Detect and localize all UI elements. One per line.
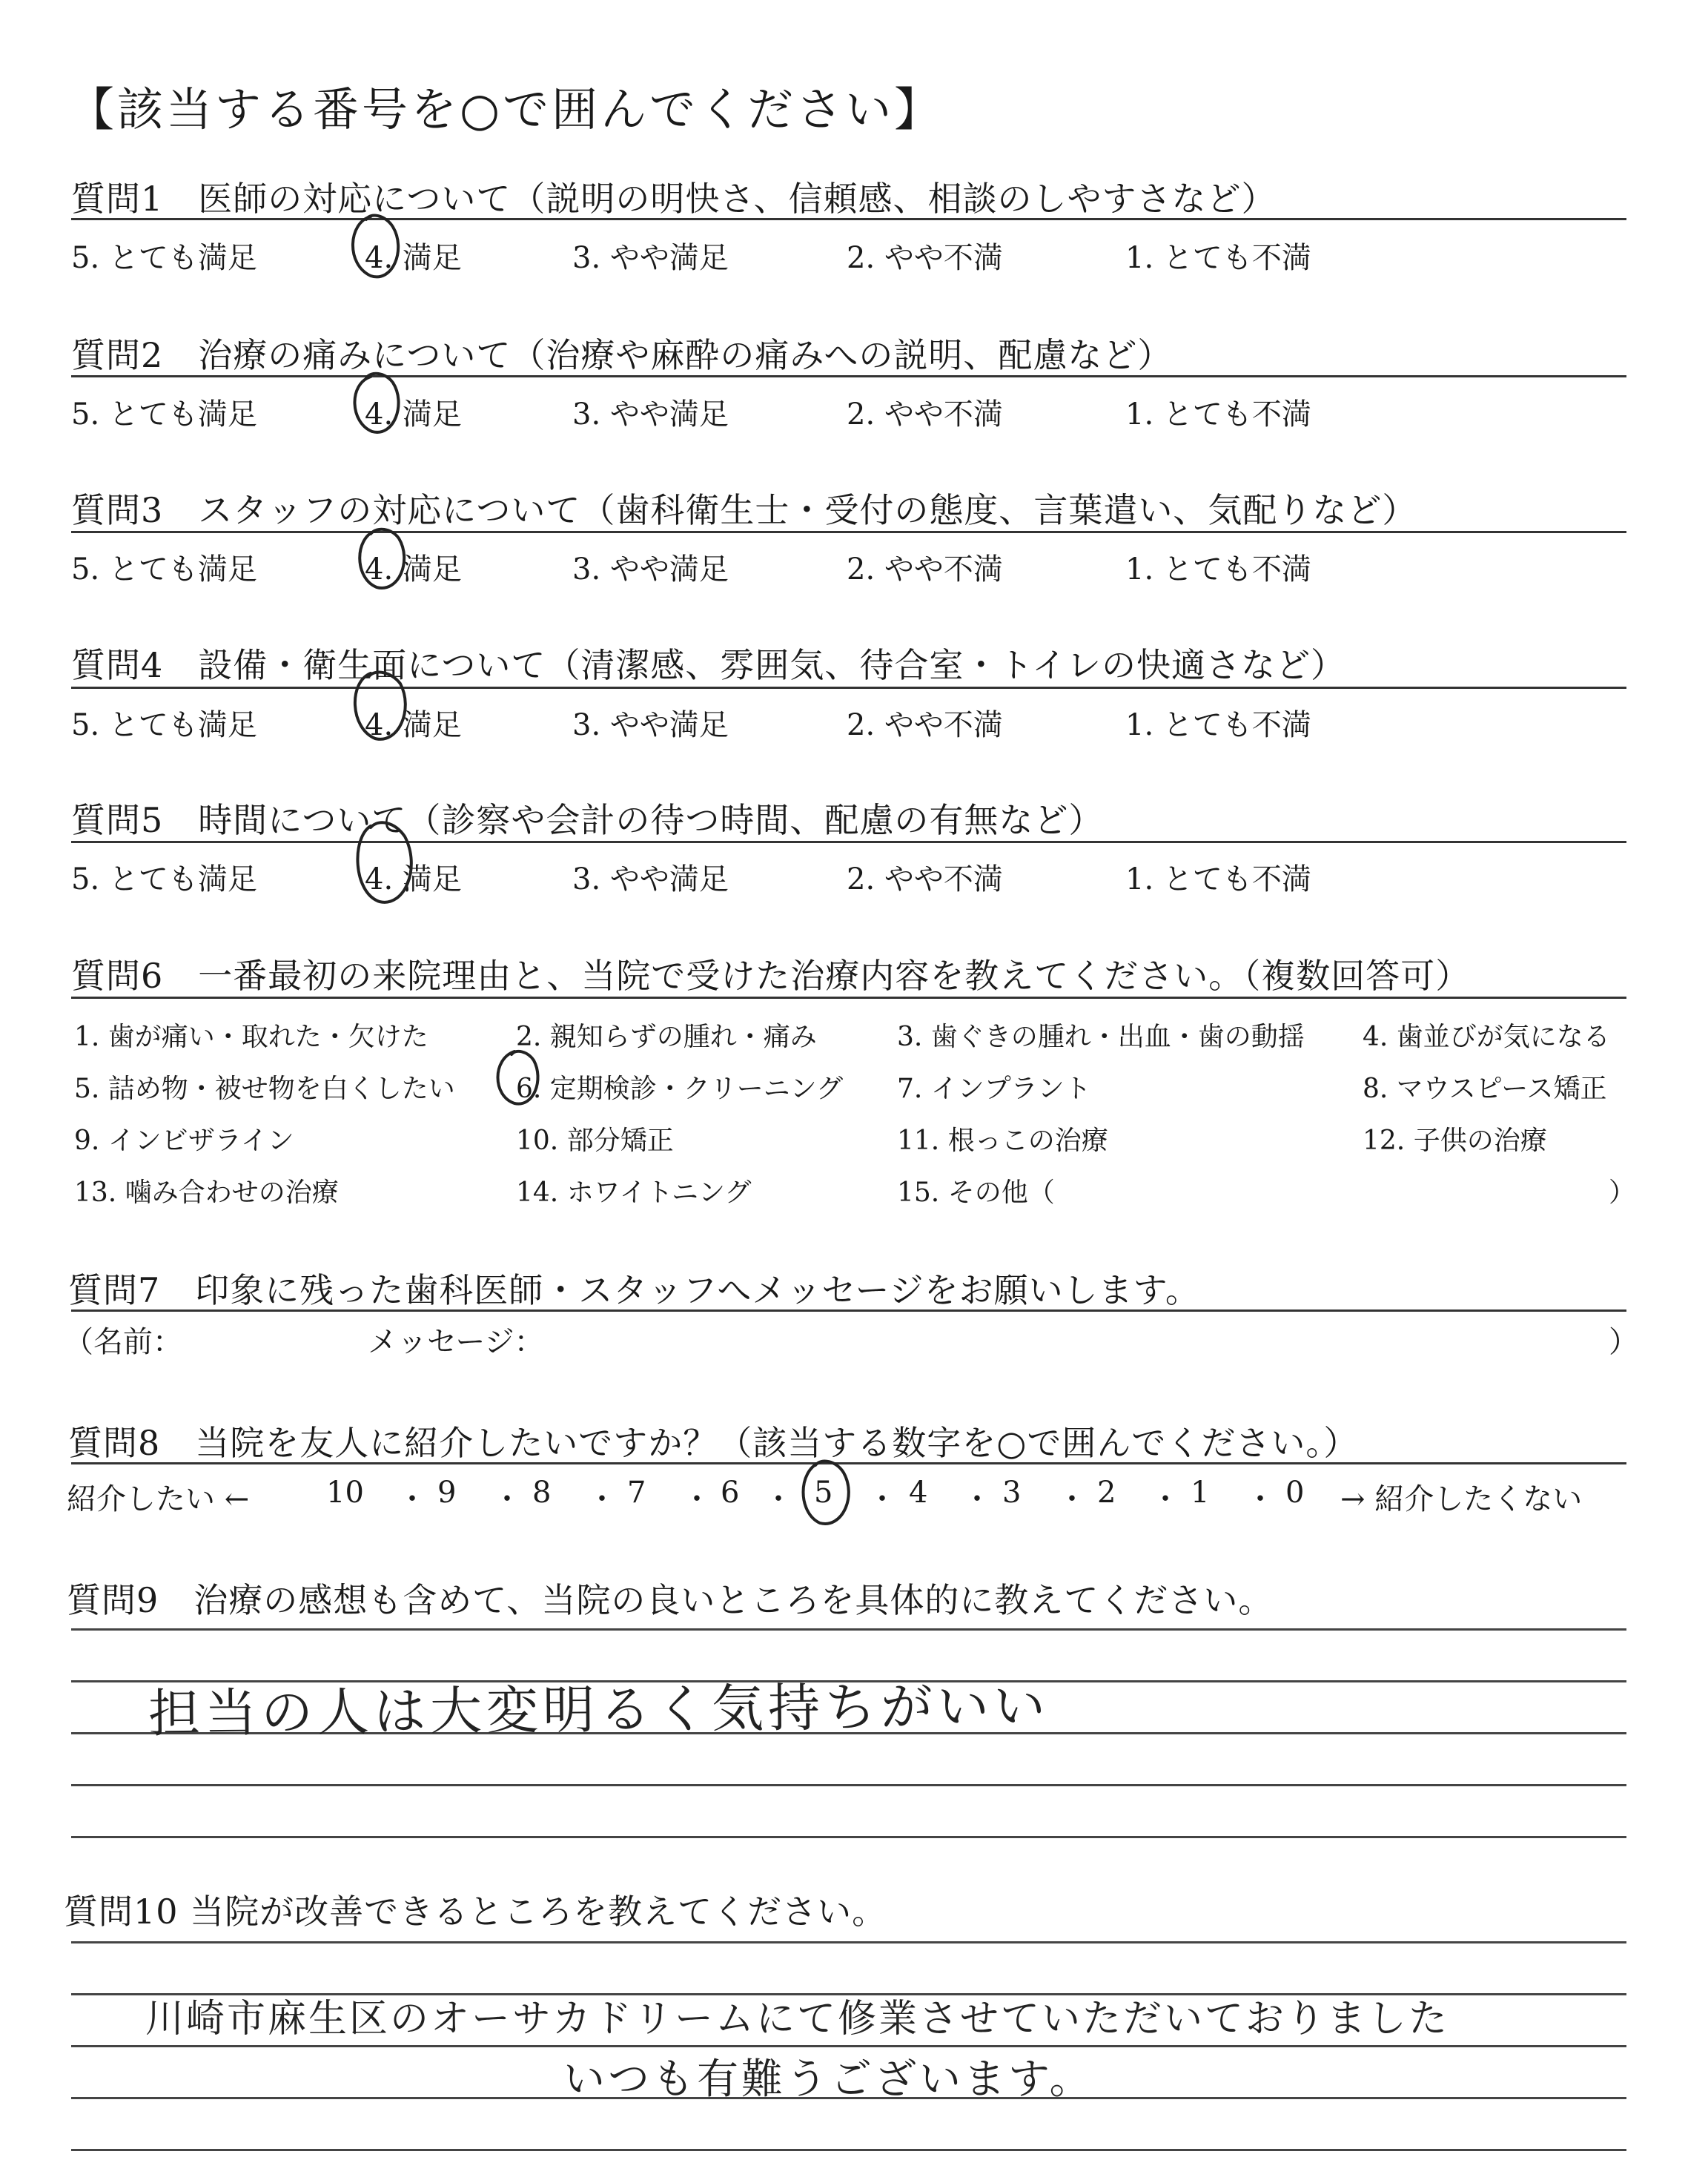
q6-item-13[interactable]: 13. 噛み合わせの治療: [74, 1178, 339, 1208]
q8-separator: ・: [587, 1482, 617, 1516]
q8-separator: ・: [1057, 1482, 1087, 1516]
q6-item-8[interactable]: 8. マウスピース矯正: [1363, 1074, 1607, 1104]
q9-handwritten-answer: 担当の人は大変明るく気持ちがいい: [148, 1675, 1050, 1745]
q5-option-5[interactable]: 5. とても満足: [71, 862, 257, 896]
question-8-heading: 質問8 当院を友人に紹介したいですか？（該当する数字を○で囲んでください。）: [68, 1423, 1359, 1463]
q8-separator: ・: [867, 1482, 897, 1516]
q2-option-3[interactable]: 3. やや満足: [572, 397, 729, 432]
q7-message-label: メッセージ：: [368, 1325, 544, 1359]
q2-option-1[interactable]: 1. とても不満: [1125, 397, 1311, 432]
q1-option-1[interactable]: 1. とても不満: [1125, 241, 1311, 275]
question-4-heading: 質問4 設備・衛生面について（清潔感、雰囲気、待合室・トイレの快適さなど）: [71, 645, 1346, 685]
q8-separator: ・: [1245, 1482, 1275, 1516]
q8-scale-10[interactable]: 10: [326, 1476, 364, 1510]
q8-separator: ・: [492, 1482, 522, 1516]
q1-option-3[interactable]: 3. やや満足: [572, 241, 729, 275]
q8-scale-9[interactable]: 9: [437, 1476, 457, 1510]
q4-option-3[interactable]: 3. やや満足: [572, 708, 729, 742]
q7-name-label: （名前：: [64, 1325, 182, 1359]
q5-option-3[interactable]: 3. やや満足: [572, 862, 729, 896]
q8-separator: ・: [1151, 1482, 1180, 1516]
q8-scale-0[interactable]: 0: [1285, 1476, 1305, 1510]
q5-option-1[interactable]: 1. とても不満: [1125, 862, 1311, 896]
q5-option-2[interactable]: 2. やや不満: [847, 862, 1003, 896]
q8-scale-6[interactable]: 6: [721, 1476, 740, 1510]
question-2-heading: 質問2 治療の痛みについて（治療や麻酔の痛みへの説明、配慮など）: [71, 335, 1173, 375]
question-5-heading: 質問5 時間について（診察や会計の待つ時間、配慮の有無など）: [71, 800, 1104, 840]
q6-item-5[interactable]: 5. 詰め物・被せ物を白くしたい: [74, 1074, 455, 1104]
q8-scale-8[interactable]: 8: [532, 1476, 552, 1510]
question-7-heading: 質問7 印象に残った歯科医師・スタッフへメッセージをお願いします。: [68, 1270, 1200, 1310]
q6-other-close-paren: ）: [1609, 1178, 1636, 1208]
q4-answer-circle: [355, 673, 406, 739]
q6-item-4[interactable]: 4. 歯並びが気になる: [1363, 1022, 1610, 1052]
q4-option-2[interactable]: 2. やや不満: [847, 708, 1003, 742]
q2-answer-circle: [354, 374, 398, 432]
q6-item-10[interactable]: 10. 部分矯正: [516, 1126, 674, 1156]
q6-answer-circle: [498, 1051, 538, 1104]
q8-separator: ・: [962, 1482, 992, 1516]
q8-scale-5[interactable]: 5: [814, 1476, 833, 1510]
form-title: 【該当する番号を○で囲んでください】: [68, 82, 944, 136]
q6-item-9[interactable]: 9. インビザライン: [74, 1126, 294, 1156]
q8-scale-4[interactable]: 4: [909, 1476, 928, 1510]
q2-option-4[interactable]: 4. 満足: [365, 397, 462, 432]
q8-scale-7[interactable]: 7: [627, 1476, 646, 1510]
q3-option-3[interactable]: 3. やや満足: [572, 552, 729, 587]
q3-option-2[interactable]: 2. やや不満: [847, 552, 1003, 587]
question-3-heading: 質問3 スタッフの対応について（歯科衛生士・受付の態度、言葉遣い、気配りなど）: [71, 490, 1417, 530]
q10-handwritten-answer-line-1: 川崎市麻生区のオーサカドリームにて修業させていただいておりました: [145, 1997, 1449, 2041]
q1-option-2[interactable]: 2. やや不満: [847, 241, 1003, 275]
q8-answer-circle: [804, 1462, 849, 1524]
q3-answer-circle: [360, 529, 404, 588]
q6-item-15[interactable]: 15. その他（: [897, 1178, 1055, 1208]
question-1-heading: 質問1 医師の対応について（説明の明快さ、信頼感、相談のしやすさなど）: [71, 179, 1277, 219]
q6-item-7[interactable]: 7. インプラント: [897, 1074, 1091, 1104]
question-10-heading: 質問10 当院が改善できるところを教えてください。: [64, 1892, 887, 1932]
q5-answer-circle: [357, 822, 411, 902]
q8-left-label: 紹介したい ←: [67, 1482, 250, 1516]
q3-option-4[interactable]: 4. 満足: [365, 552, 462, 587]
q5-option-4[interactable]: 4. 満足: [365, 862, 462, 896]
q8-scale-2[interactable]: 2: [1097, 1476, 1116, 1510]
q6-item-12[interactable]: 12. 子供の治療: [1363, 1126, 1547, 1156]
q4-option-1[interactable]: 1. とても不満: [1125, 708, 1311, 742]
q1-option-4[interactable]: 4. 満足: [365, 241, 462, 275]
q1-answer-circle: [353, 216, 398, 277]
q8-scale-1[interactable]: 1: [1191, 1476, 1210, 1510]
q8-separator: ・: [764, 1482, 793, 1516]
question-6-heading: 質問6 一番最初の来院理由と、当院で受けた治療内容を教えてください。（複数回答可）: [71, 956, 1471, 996]
q3-option-1[interactable]: 1. とても不満: [1125, 552, 1311, 587]
q4-option-5[interactable]: 5. とても満足: [71, 708, 257, 742]
q6-item-11[interactable]: 11. 根っこの治療: [897, 1126, 1108, 1156]
q10-handwritten-answer-line-2: いつも有難うございます。: [563, 2055, 1094, 2104]
q2-option-5[interactable]: 5. とても満足: [71, 397, 257, 432]
q8-separator: ・: [397, 1482, 427, 1516]
q6-item-14[interactable]: 14. ホワイトニング: [516, 1178, 752, 1208]
q6-item-6[interactable]: 6. 定期検診・クリーニング: [516, 1074, 844, 1104]
q2-option-2[interactable]: 2. やや不満: [847, 397, 1003, 432]
q1-option-5[interactable]: 5. とても満足: [71, 241, 257, 275]
question-9-heading: 質問9 治療の感想も含めて、当院の良いところを具体的に教えてください。: [67, 1580, 1274, 1620]
q6-item-1[interactable]: 1. 歯が痛い・取れた・欠けた: [74, 1022, 428, 1052]
q6-item-3[interactable]: 3. 歯ぐきの腫れ・出血・歯の動揺: [897, 1022, 1305, 1052]
q4-option-4[interactable]: 4. 満足: [365, 708, 462, 742]
q8-separator: ・: [682, 1482, 712, 1516]
q3-option-5[interactable]: 5. とても満足: [71, 552, 257, 587]
q8-scale-3[interactable]: 3: [1002, 1476, 1022, 1510]
q6-item-2[interactable]: 2. 親知らずの腫れ・痛み: [516, 1022, 817, 1052]
q8-right-label: → 紹介したくない: [1340, 1482, 1583, 1516]
q7-close-paren: ）: [1609, 1325, 1638, 1359]
